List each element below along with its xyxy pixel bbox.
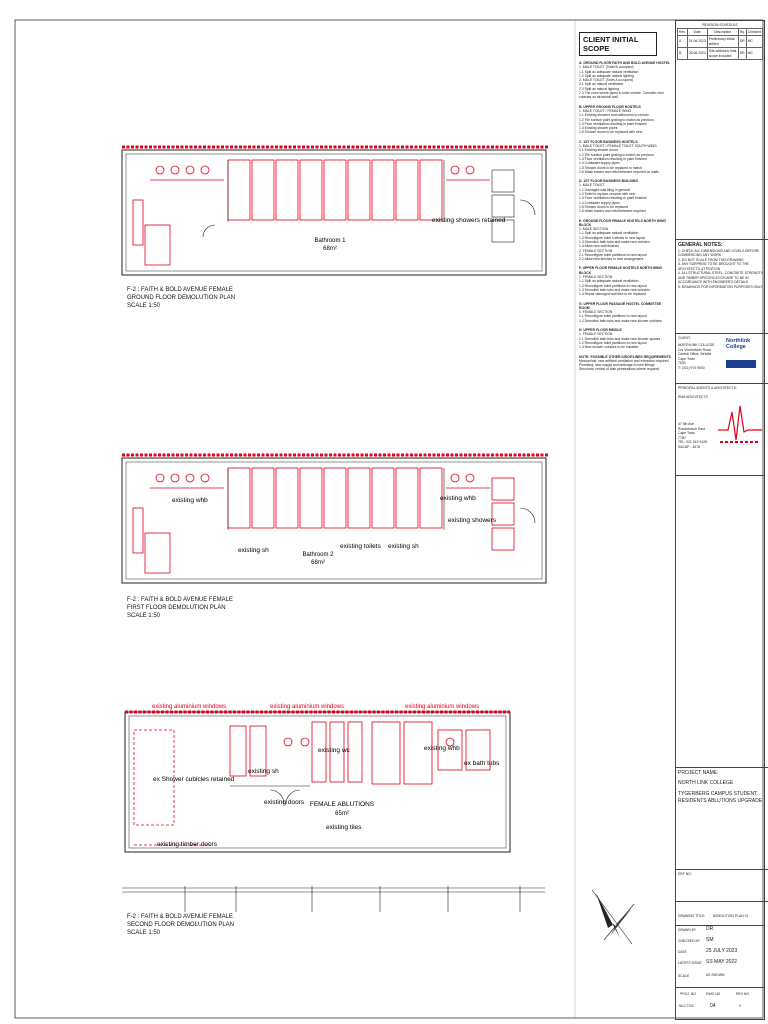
client-line: NORTHLINK COLLEGE bbox=[678, 343, 715, 347]
ground-plan-label bbox=[127, 286, 327, 310]
scale: AS SHOWN bbox=[706, 973, 725, 977]
architect-line: SACAP - 4678 bbox=[678, 444, 700, 449]
general-notes-title: GENERAL NOTES: bbox=[678, 242, 723, 248]
rev-cell: A bbox=[678, 36, 688, 48]
scope-line: 1. MALE TOILET (Toilet B occupied) bbox=[579, 65, 634, 70]
second-window-note-3: existing aluminium windows bbox=[405, 704, 480, 710]
rev-cell: 25.06.2023 bbox=[687, 48, 707, 60]
table-row bbox=[678, 48, 763, 60]
second-room-name: FEMALE ABLUTIONS bbox=[309, 801, 375, 808]
first-note-showers: existing showers bbox=[448, 517, 497, 524]
scope-line: 1.2 Tile surface paint grating to match as previous bbox=[579, 152, 654, 157]
second-room-area: 65m² bbox=[335, 811, 349, 817]
scope-line: 1.5 Shower doors to be replaced with new bbox=[579, 130, 643, 135]
rev-cell: Preliminary initial settled bbox=[707, 36, 738, 48]
rev-h-date: Date bbox=[687, 28, 707, 36]
project-line: NORTH LINK COLLEGE bbox=[678, 779, 734, 786]
scope-line: 1.2 Split ac adequate natural lighting bbox=[579, 73, 634, 78]
second-window-note-2: existing aluminium windows bbox=[270, 704, 345, 710]
scope-line: 1.5 Shower doors to be replaced to match bbox=[579, 165, 642, 170]
scope-line: 1.5 Shower doors to be replaced bbox=[579, 204, 629, 209]
scope-line: 1. MALE TOILET / FEMALE WING bbox=[579, 108, 632, 113]
scope-line: 1.2 Reconfigure toilet cubicles to new layout bbox=[579, 235, 646, 240]
general-note: 1. CHECK ALL DIMENSIONS AND LEVELS BEFORE COMMENCING ANY WORK bbox=[678, 248, 760, 257]
scale-label: SCALE bbox=[678, 974, 690, 978]
scope-line: Plumbing: new supply and drainage to new fittings bbox=[579, 363, 655, 368]
rev-cell: DR bbox=[738, 36, 746, 48]
scope-line: 1.2 Tile surface paint grating to match as previous bbox=[579, 117, 654, 122]
first-room-name: Bathroom 2 bbox=[302, 552, 334, 558]
architect-name: RMA ARCHITECTS bbox=[678, 394, 708, 399]
date-label: DATE bbox=[678, 950, 687, 954]
scope-line: 1. FEMALE SECTION bbox=[579, 332, 613, 337]
table-row bbox=[678, 36, 763, 48]
first-note-sh-left: existing sh bbox=[238, 547, 269, 554]
architect-line: Rondebosch East bbox=[678, 426, 705, 431]
dwg-no-label: DWG NO bbox=[706, 992, 721, 996]
scope-section bbox=[579, 105, 671, 135]
scope-line: Structural: review of slab penetrations where required bbox=[579, 367, 660, 372]
scope-line: 2. FEMALE SECTION bbox=[579, 248, 613, 253]
scope-line: 2.2 Split ac natural lighting bbox=[579, 86, 619, 91]
second-note-cubicles: ex Shower cubicles retained bbox=[153, 776, 235, 783]
ground-room-area: 68m² bbox=[323, 246, 337, 252]
rev-cell: DR bbox=[738, 48, 746, 60]
scope-line: 1.1 Split ac adequate natural ventilation bbox=[579, 69, 639, 74]
scope-line: 1.4 Coldwater supply pipes bbox=[579, 161, 620, 166]
rev-h-rev: Rev. bbox=[679, 29, 686, 34]
rev-table-title: REVISION SCHEDULE bbox=[702, 23, 738, 27]
client-block bbox=[676, 333, 768, 386]
scope-line: 2.1 Reconfigure toilet partitions to new layout bbox=[579, 252, 647, 257]
title-block bbox=[675, 20, 765, 1020]
second-plan-title: F-2 : FAITH & BOLD AVENUE FEMALE bbox=[127, 914, 233, 920]
project-label: PROJECT NAME: bbox=[678, 770, 719, 776]
drawing-title: DEMOLITION PLAN 01 bbox=[712, 914, 749, 918]
scope-line: 1.4 Coldwater supply pipes bbox=[579, 200, 620, 205]
second-plan-label bbox=[127, 913, 327, 937]
general-note: 3. ANY SURPRISE TO BE BROUGHT TO THE ARCHITECT'S ATTENTION bbox=[678, 262, 749, 271]
erf-label: ERF NO: bbox=[678, 872, 692, 876]
first-note-sh-right: existing sh bbox=[388, 543, 419, 550]
scope-line: 2.2 Allow new finishes to new arrangement bbox=[579, 257, 644, 262]
scope-line: 1.1 Reconfigure toilet partitions to new layout bbox=[579, 314, 647, 319]
first-plan-subtitle: FIRST FLOOR DEMOLUTION PLAN bbox=[127, 605, 226, 611]
scope-line: 1. MALE SECTION bbox=[579, 227, 609, 232]
ground-plan-scale: SCALE 1:50 bbox=[127, 303, 161, 309]
scope-section-heading: G. UPPER FLOOR PASSAGE HOSTEL COMMITTEE ROOM bbox=[579, 301, 662, 310]
scope-line: 1. FEMALE SECTION bbox=[579, 310, 613, 315]
second-note-doors: existing doors bbox=[264, 799, 305, 806]
scope-section bbox=[579, 355, 671, 372]
rev-cell: B bbox=[678, 48, 688, 60]
client-logo-bar bbox=[726, 360, 756, 368]
general-note: 2. DO NOT SCALE FROM THIS DRAWING bbox=[678, 257, 744, 262]
scope-line: 1.3 Demolish bath tubs and make new cubicles bbox=[579, 239, 650, 244]
scope-sections bbox=[579, 61, 671, 372]
scope-line: 1. MALE TOILET bbox=[579, 183, 605, 188]
rev-cell: MC bbox=[746, 48, 762, 60]
rev-no: 0 bbox=[739, 1004, 741, 1008]
rev-cell: 01.06.2023 bbox=[687, 36, 707, 48]
second-floor-plan bbox=[122, 704, 545, 912]
scope-section bbox=[579, 219, 671, 262]
ground-room-name: Bathroom 1 bbox=[314, 238, 346, 244]
drawn-by-label: DRAWN BY bbox=[678, 928, 697, 932]
architect-line: Cape Town bbox=[678, 431, 695, 435]
scope-section bbox=[579, 61, 671, 100]
scope-line: 1.4 Existing shower pipes bbox=[579, 126, 618, 131]
proj-no: NLC-TGC bbox=[679, 1004, 695, 1008]
scope-line: 1.3 Floor ventilation resulting in paint finishes bbox=[579, 156, 647, 161]
second-plan-subtitle: SECOND FLOOR DEMOLUTION PLAN bbox=[127, 922, 235, 928]
second-note-whb: existing whb bbox=[424, 745, 460, 752]
general-note: 5. DRAWINGS FOR INFORMATION PURPOSES ONLY bbox=[678, 284, 763, 289]
scope-line: 1.2 Toilet to replace ceramic with new bbox=[579, 192, 636, 197]
architect-label: PRINCIPAL AGENTS & ARCHITECTS: bbox=[678, 386, 737, 390]
ground-note: existing showers retained bbox=[432, 217, 506, 224]
first-floor-plan bbox=[122, 455, 548, 583]
scope-line: 1.3 Floor ventilation resulting in paint finishes bbox=[579, 121, 647, 126]
scope-section-heading: NOTE: POSSIBLE OTHER DISCIPLINES REQUIREMENTS bbox=[579, 354, 671, 359]
scope-line: 2.1 Split ac natural ventilation bbox=[579, 82, 624, 87]
ground-plan-subtitle: GROUND FLOOR DEMOLUTION PLAN bbox=[127, 295, 236, 301]
latest-label: LATEST ISSUE bbox=[678, 961, 702, 965]
second-window-note-1: existing aluminium windows bbox=[152, 704, 227, 710]
scope-line: 1.6 Wash basins and refurbishment required bbox=[579, 209, 646, 214]
scope-title: CLIENT INITIAL SCOPE bbox=[579, 32, 657, 56]
scope-line: Mechanical: new artificial ventilation and extraction required bbox=[579, 358, 669, 363]
revision-schedule bbox=[676, 21, 764, 251]
scope-line: 1.1 Split ac adequate natural ventilation bbox=[579, 231, 639, 236]
scope-section-heading: B. UPPER GROUND FLOOR HOSTELS bbox=[579, 104, 641, 109]
rev-header-row bbox=[678, 28, 763, 36]
scope-line: 1.1 Existing showers and bathrooms to remain bbox=[579, 113, 649, 118]
second-note-wc: existing wc bbox=[318, 747, 350, 754]
architect-line: 7780 bbox=[678, 435, 686, 440]
proj-no-label: PROJ. NO bbox=[680, 992, 697, 996]
client-line: T: (021) 970 9000 bbox=[678, 365, 705, 370]
rev-cell: Site additions final scope included bbox=[708, 49, 737, 58]
scope-line: 1.2 Reconfigure toilet partitions to new layout bbox=[579, 283, 647, 288]
scope-line: 1.3 Floor ventilation resulting in paint finishes bbox=[579, 196, 647, 201]
checked-by-label: CHECKED BY bbox=[678, 939, 701, 943]
second-note-tiles: existing tiles bbox=[326, 824, 362, 831]
date: 25 JULY 2023 bbox=[706, 948, 738, 954]
scope-section-heading: H. UPPER FLOOR MIDDLE bbox=[579, 328, 622, 333]
project-block bbox=[676, 767, 768, 872]
architect-logo-icon bbox=[718, 402, 762, 446]
checked-by: SM bbox=[706, 937, 714, 943]
scope-line: 1.2 Reconfigure toilet partitions to new layout bbox=[579, 340, 647, 345]
architect-block bbox=[676, 383, 768, 478]
scope-line: 1.2 Demolish bath tubs and make new shower cubicles bbox=[579, 318, 662, 323]
scope-section-heading: A. GROUND FLOOR FAITH AND BOLD AVENUE HOSTEL bbox=[579, 61, 671, 65]
client-line: Cnr Voortrekker Road bbox=[678, 347, 711, 352]
corridor-walls bbox=[122, 886, 545, 912]
first-plan-label bbox=[127, 596, 327, 620]
client-label: CLIENT: bbox=[678, 336, 691, 340]
rev-h-desc: Description bbox=[707, 28, 738, 36]
architect-line: 47 9th Ave bbox=[678, 422, 694, 426]
rev-no-label: REV NO bbox=[736, 992, 749, 996]
scope-section bbox=[579, 179, 671, 213]
first-note-toilets: existing toilets bbox=[340, 543, 381, 550]
scope-section bbox=[579, 328, 671, 349]
client-line: Cape Town bbox=[678, 356, 695, 361]
scope-line: 2.3 The rows where pipes in toilet cubicle. Consider new cubicles on structural wall. bbox=[579, 91, 664, 100]
first-plan-scale: SCALE 1:50 bbox=[127, 613, 161, 619]
latest: SS MAY 2022 bbox=[706, 959, 737, 965]
second-note-sh: existing sh bbox=[248, 768, 279, 775]
scope-line: 1.4 Repair damaged wall tiles to be replaced bbox=[579, 292, 646, 297]
general-note: 4. ALL STRUCTURAL STEEL, CONCRETE STRENGTH AND TIMBER SPECIFICATION ARE TO BE IN ACCORDANCE WITH ENGINEER'S DETAILS bbox=[678, 271, 764, 284]
scope-line: 1. MALE TOILET / FEMALE TOILET SOUTH WING bbox=[579, 144, 657, 149]
first-plan-title: F-2 : FAITH & BOLD AVENUE FEMALE bbox=[127, 597, 233, 603]
dwg-no: 04 bbox=[710, 1003, 716, 1009]
client-scope-panel bbox=[579, 28, 671, 1018]
scope-line: 1. FEMALE SECTION bbox=[579, 275, 613, 280]
general-notes bbox=[676, 239, 768, 336]
scope-line: 1.3 Demolish bath tubs and make new cubicles bbox=[579, 287, 650, 292]
numbers-block bbox=[676, 987, 764, 1019]
project-line: RESIDENTS ABLUTIONS UPGRADE bbox=[678, 797, 763, 804]
scope-section-heading: C. 1ST FLOOR BUSINESS HOSTELS bbox=[579, 139, 638, 144]
second-plan-scale: SCALE 1:50 bbox=[127, 930, 161, 936]
client-logo: Northlink College bbox=[726, 338, 751, 350]
drawing-title-block bbox=[676, 901, 768, 928]
scope-section-heading: F. UPPER FLOOR FEMALE HOSTELS NORTH WING BLOCK bbox=[579, 266, 663, 275]
rev-h-by: By bbox=[740, 29, 745, 34]
drawing-title-label: DRAWING TITLE: bbox=[678, 914, 706, 918]
scope-section bbox=[579, 302, 671, 323]
scope-line: 1.1 Damaged wall tiling in general bbox=[579, 187, 630, 192]
second-note-bath-tubs: ex bath tubs bbox=[464, 760, 500, 767]
scope-line: 1.1 Existing shower doors bbox=[579, 148, 618, 153]
ground-floor-plan bbox=[122, 147, 548, 275]
rev-h-chk: Checked bbox=[747, 29, 761, 34]
first-note-whb-right: existing whb bbox=[440, 495, 476, 502]
blank-panel bbox=[676, 475, 764, 766]
erf-block bbox=[676, 869, 768, 904]
client-line: Central Office, Belville bbox=[678, 352, 712, 356]
ground-plan-title: F-2 : FAITH & BOLD AVENUE FEMALE bbox=[127, 287, 233, 293]
scope-line: 1.1 Demolish bath tubs and make new shower spaces bbox=[579, 336, 661, 341]
client-line: 7530 bbox=[678, 361, 686, 365]
scope-section-heading: E. GROUND FLOOR FEMALE HOSTELS NORTH WING BLOCK bbox=[579, 218, 667, 227]
scope-section bbox=[579, 140, 671, 174]
scope-section-heading: D. 1ST FLOOR BUSINESS BUILDING bbox=[579, 179, 638, 184]
rev-table bbox=[677, 28, 763, 61]
drawn-by: DR bbox=[706, 926, 714, 932]
demolition-cubicles bbox=[133, 160, 490, 265]
first-room-area: 68m² bbox=[311, 560, 325, 566]
meta-block bbox=[676, 925, 764, 986]
scope-section bbox=[579, 266, 671, 296]
scope-line: 1.3 New shower cubicles to be installed bbox=[579, 345, 639, 350]
scope-line: 1.6 Wash basins and refurbishment required on walls bbox=[579, 169, 659, 174]
first-note-whb-left: existing whb bbox=[172, 497, 208, 504]
scope-line: 2. MALE TOILET (Toilet A occupied) bbox=[579, 78, 634, 83]
architect-line: TEL: 021 913 9428 bbox=[678, 440, 707, 444]
second-note-timber-doors: existing timber doors bbox=[157, 841, 217, 848]
project-line: TYGERBERG CAMPUS STUDENT bbox=[678, 791, 758, 797]
scope-line: 1.4 Allow new wall finishes bbox=[579, 244, 619, 249]
scope-line: 1.1 Split ac adequate natural ventilation bbox=[579, 279, 639, 284]
rev-cell: MC bbox=[746, 36, 762, 48]
